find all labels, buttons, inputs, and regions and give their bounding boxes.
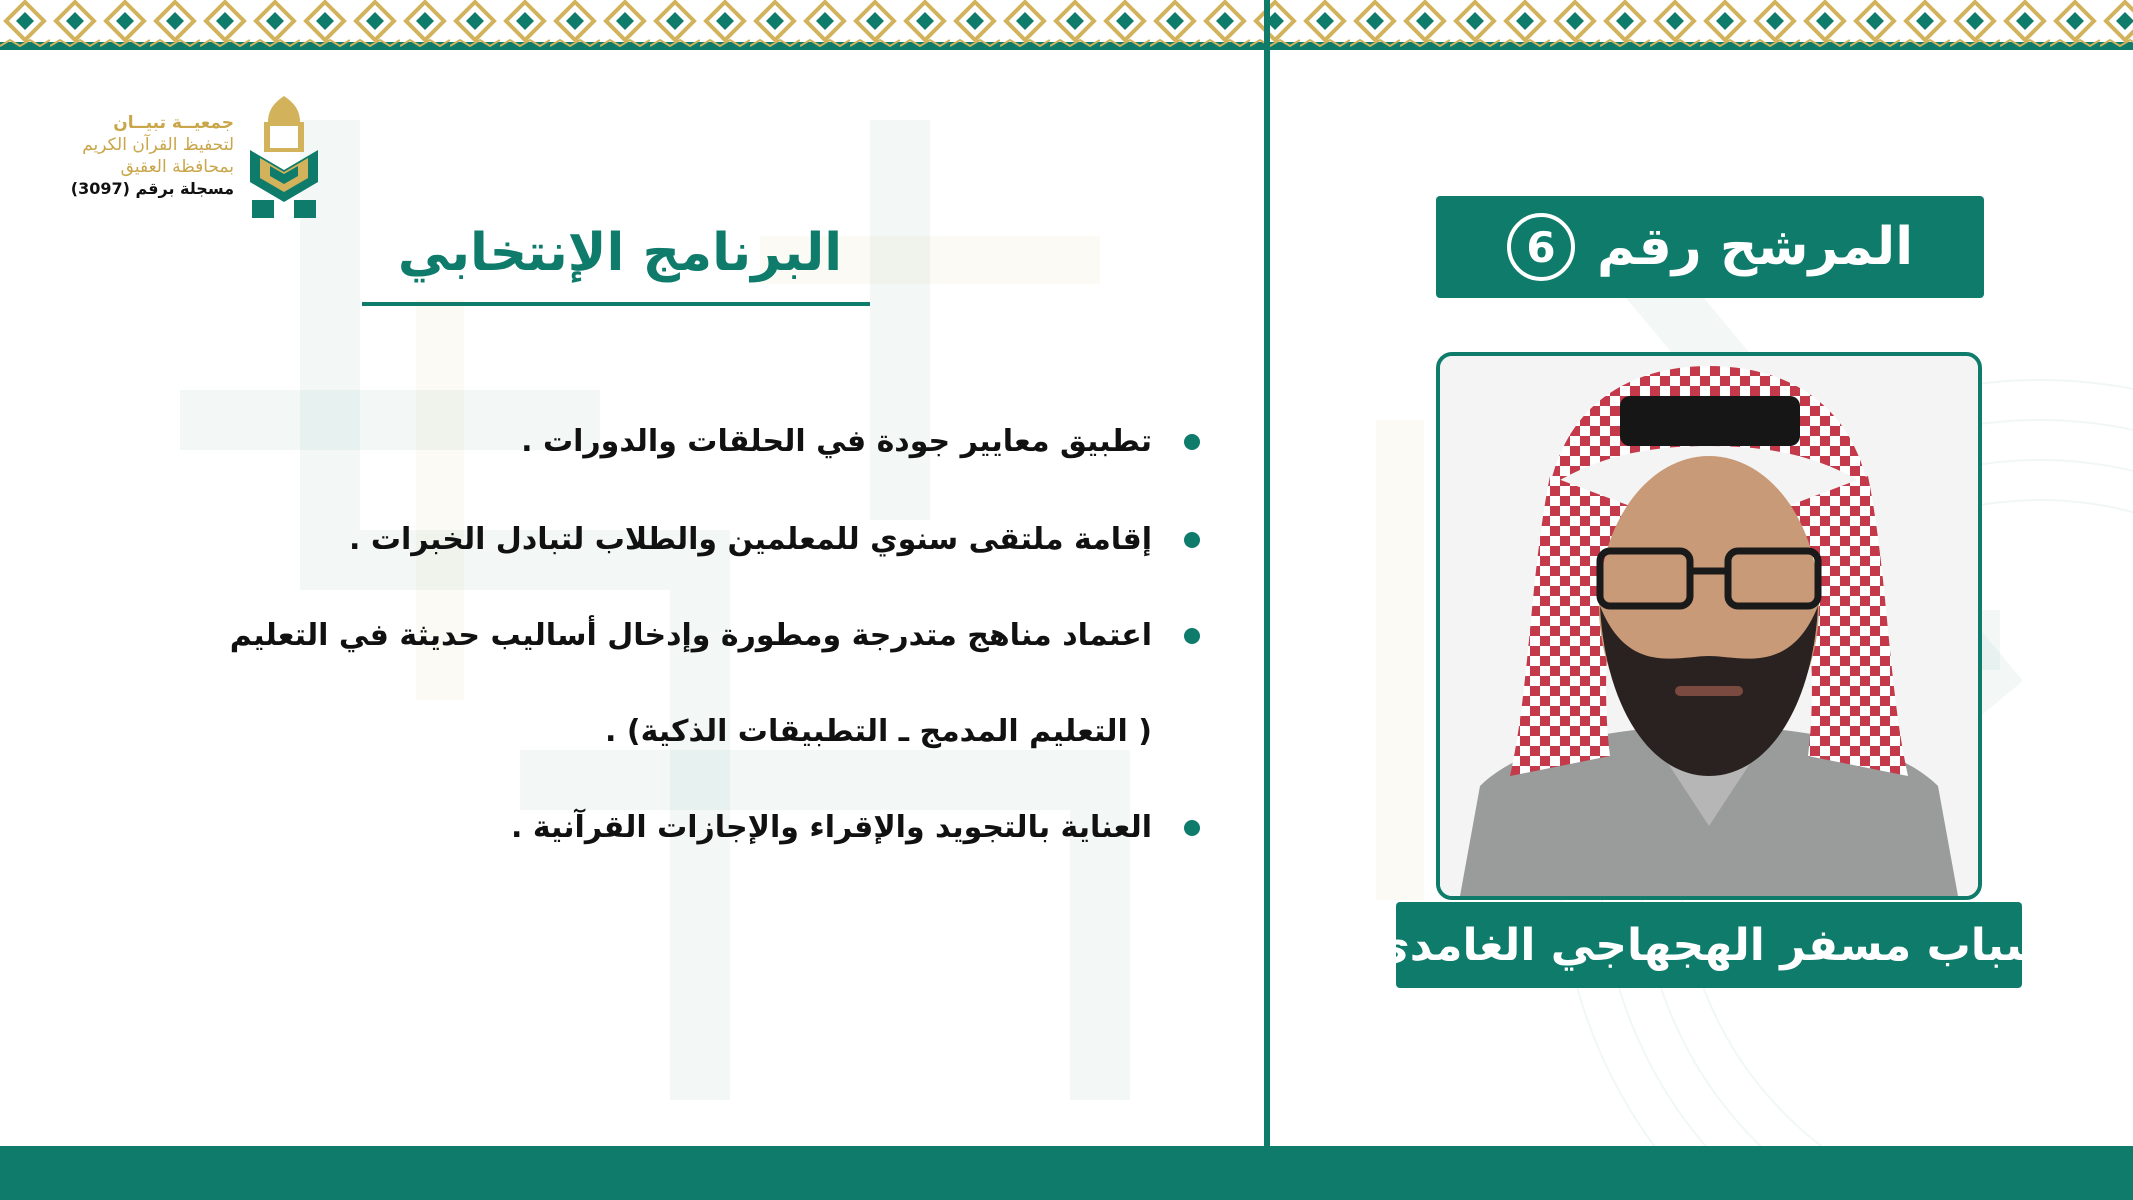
list-item: [140, 806, 1200, 850]
list-item-text: تطبيق معايير جودة في الحلقات والدورات .: [521, 424, 1152, 459]
logo-location: بمحافظة العقيق: [120, 157, 234, 177]
bullet-icon: [1184, 434, 1200, 450]
candidate-number: 6: [1507, 213, 1575, 281]
list-item: [140, 518, 1200, 562]
list-item: [140, 420, 1200, 464]
list-item-text: إقامة ملتقى سنوي للمعلمين والطلاب لتبادل الخبرات .: [349, 522, 1152, 557]
bullet-icon: [1184, 628, 1200, 644]
candidate-label: المرشح رقم: [1596, 217, 1914, 277]
program-list: [140, 420, 1200, 850]
bottom-band: [0, 1146, 2133, 1200]
logo-emblem-icon: [246, 92, 322, 222]
bullet-icon: [1184, 820, 1200, 836]
association-logo: [64, 92, 324, 222]
list-item-text: العناية بالتجويد والإقراء والإجازات القرآنية .: [511, 810, 1152, 845]
candidate-name-plate: [1369, 902, 2049, 988]
title-underline: [362, 302, 870, 306]
candidate-photo: [1436, 352, 1982, 900]
list-item: [140, 614, 1200, 658]
logo-registration: مسجلة برقم (3097): [70, 179, 234, 198]
candidate-badge: [1436, 196, 1984, 298]
portrait-illustration: [1440, 356, 1978, 896]
logo-purpose: لتحفيظ القرآن الكريم: [82, 135, 234, 155]
list-item-text: اعتماد مناهج متدرجة ومطورة وإدخال أساليب حديثة في التعليم: [229, 618, 1152, 653]
candidate-name: شباب مسفر الهجهاجي الغامدي: [1369, 919, 2049, 971]
logo-name: جمعيــة تبيــان: [113, 113, 234, 133]
logo-text: [64, 112, 234, 200]
ornamental-border: [0, 0, 2133, 52]
vertical-divider: [1264, 0, 1270, 1146]
bullet-icon: [1184, 532, 1200, 548]
program-title: البرنامج الإنتخابي: [397, 223, 843, 283]
list-item-continuation: [140, 710, 1200, 754]
list-item-text: ( التعليم المدمج ـ التطبيقات الذكية) .: [605, 714, 1152, 749]
